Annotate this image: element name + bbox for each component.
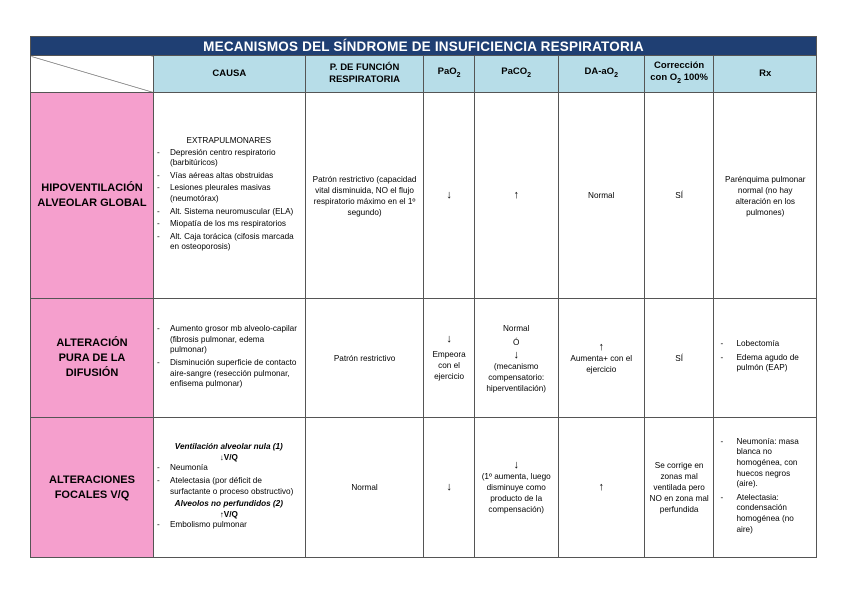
funcion-cell: Patrón restrictivo bbox=[305, 299, 424, 418]
header-pao2: PaO$_2$ bbox=[424, 56, 474, 93]
header-rx: Rx bbox=[714, 56, 817, 93]
list-item: - Atelectasia: condensación homogénea (no aire) bbox=[718, 493, 812, 535]
row-label: HIPOVENTILACIÓN ALVEOLAR GLOBAL bbox=[31, 93, 154, 299]
header-funcion: P. DE FUNCIÓN RESPIRATORIA bbox=[305, 56, 424, 93]
cause-cell bbox=[153, 418, 305, 558]
cause-cell bbox=[153, 93, 305, 299]
da-cell: Normal bbox=[558, 93, 644, 299]
rx-cell: Parénquima pulmonar normal (no hay alteración en los pulmones) bbox=[714, 93, 817, 299]
cause-cell bbox=[153, 299, 305, 418]
table-row bbox=[31, 418, 817, 558]
list-item: - Disminución superficie de contacto aire-sangre (resección pulmonar, enfisema pulmonar) bbox=[157, 358, 301, 390]
pao2-cell: ↓ bbox=[424, 418, 474, 558]
list-item: - Vías aéreas altas obstruidas bbox=[157, 171, 301, 182]
row-label: ALTERACIÓN PURA DE LA DIFUSIÓN bbox=[31, 299, 154, 418]
list-item: - Miopatía de los ms respiratorios bbox=[157, 219, 301, 230]
list-item: - Alt. Sistema neuromuscular (ELA) bbox=[157, 207, 301, 218]
header-da: $DA-aO_2$ bbox=[558, 56, 644, 93]
header-correccion: Corrección con $O_2$ 100% bbox=[644, 56, 714, 93]
paco2-note: (1º aumenta, luego disminuye como producto de la compensación) bbox=[481, 472, 551, 514]
list-item: - Lesiones pleurales masivas (neumotórax) bbox=[157, 183, 301, 204]
cause-subheading: Ventilación alveolar nula (1) bbox=[174, 442, 283, 452]
paco2-cell: ↑ bbox=[474, 93, 558, 299]
respiratory-failure-table bbox=[30, 36, 817, 558]
header-causa: CAUSA bbox=[153, 56, 305, 93]
vq-label: ↓V/Q bbox=[219, 452, 238, 462]
row-label: ALTERACIONES FOCALES V/Q bbox=[31, 418, 154, 558]
list-item: - Alt. Caja torácica (cifosis marcada en osteoporosis) bbox=[157, 232, 301, 253]
paco2-cell bbox=[474, 418, 558, 558]
paco2-note: (mecanismo compensatorio: hiperventilación) bbox=[486, 361, 546, 393]
list-item: - Neumonía bbox=[157, 463, 301, 474]
list-item: - Edema agudo de pulmón (EAP) bbox=[718, 353, 812, 374]
paco2-cell bbox=[474, 299, 558, 418]
rx-cell bbox=[714, 418, 817, 558]
list-item: - Atelectasia (por déficit de surfactante o proceso obstructivo) bbox=[157, 476, 301, 497]
table-row bbox=[31, 93, 817, 299]
paco2-or: Ó bbox=[513, 337, 520, 347]
list-item: - Depresión centro respiratorio (barbitúricos) bbox=[157, 148, 301, 169]
list-item: - Lobectomía bbox=[718, 339, 812, 350]
down-arrow-icon: ↓ bbox=[513, 459, 519, 471]
table-title: MECANISMOS DEL SÍNDROME DE INSUFICIENCIA RESPIRATORIA bbox=[31, 37, 817, 56]
pao2-note: Empeora con el ejercicio bbox=[432, 350, 466, 381]
header-paco2: PaCO$_2$ bbox=[474, 56, 558, 93]
pao2-cell bbox=[424, 299, 474, 418]
correccion-cell: SÍ bbox=[644, 299, 714, 418]
list-item: - Aumento grosor mb alveolo-capilar (fibrosis pulmonar, edema pulmonar) bbox=[157, 324, 301, 356]
correccion-cell: SÍ bbox=[644, 93, 714, 299]
cause-heading: EXTRAPULMONARES bbox=[186, 136, 272, 146]
funcion-cell: Patrón restrictivo (capacidad vital disminuida, NO el flujo respiratorio máximo en el 1º segundo) bbox=[305, 93, 424, 299]
vq-label: ↑V/Q bbox=[219, 509, 238, 519]
up-arrow-icon: ↑ bbox=[598, 340, 604, 353]
list-item: - Neumonía: masa blanca no homogénea, con huecos negros (aire). bbox=[718, 437, 812, 490]
paco2-normal: Normal bbox=[503, 323, 530, 333]
table-row bbox=[31, 299, 817, 418]
correccion-cell: Se corrige en zonas mal ventilada pero NO en zona mal perfundida bbox=[644, 418, 714, 558]
funcion-cell: Normal bbox=[305, 418, 424, 558]
da-cell bbox=[558, 299, 644, 418]
da-note: Aumenta+ con el ejercicio bbox=[570, 353, 633, 374]
pao2-cell: ↓ bbox=[424, 93, 474, 299]
da-cell: ↑ bbox=[558, 418, 644, 558]
list-item: - Embolismo pulmonar bbox=[157, 520, 301, 531]
rx-cell bbox=[714, 299, 817, 418]
down-arrow-icon: ↓ bbox=[446, 333, 452, 345]
corner-diagonal-cell bbox=[31, 56, 154, 93]
down-arrow-icon: ↓ bbox=[513, 348, 519, 361]
cause-subheading: Alveolos no perfundidos (2) bbox=[174, 499, 283, 509]
